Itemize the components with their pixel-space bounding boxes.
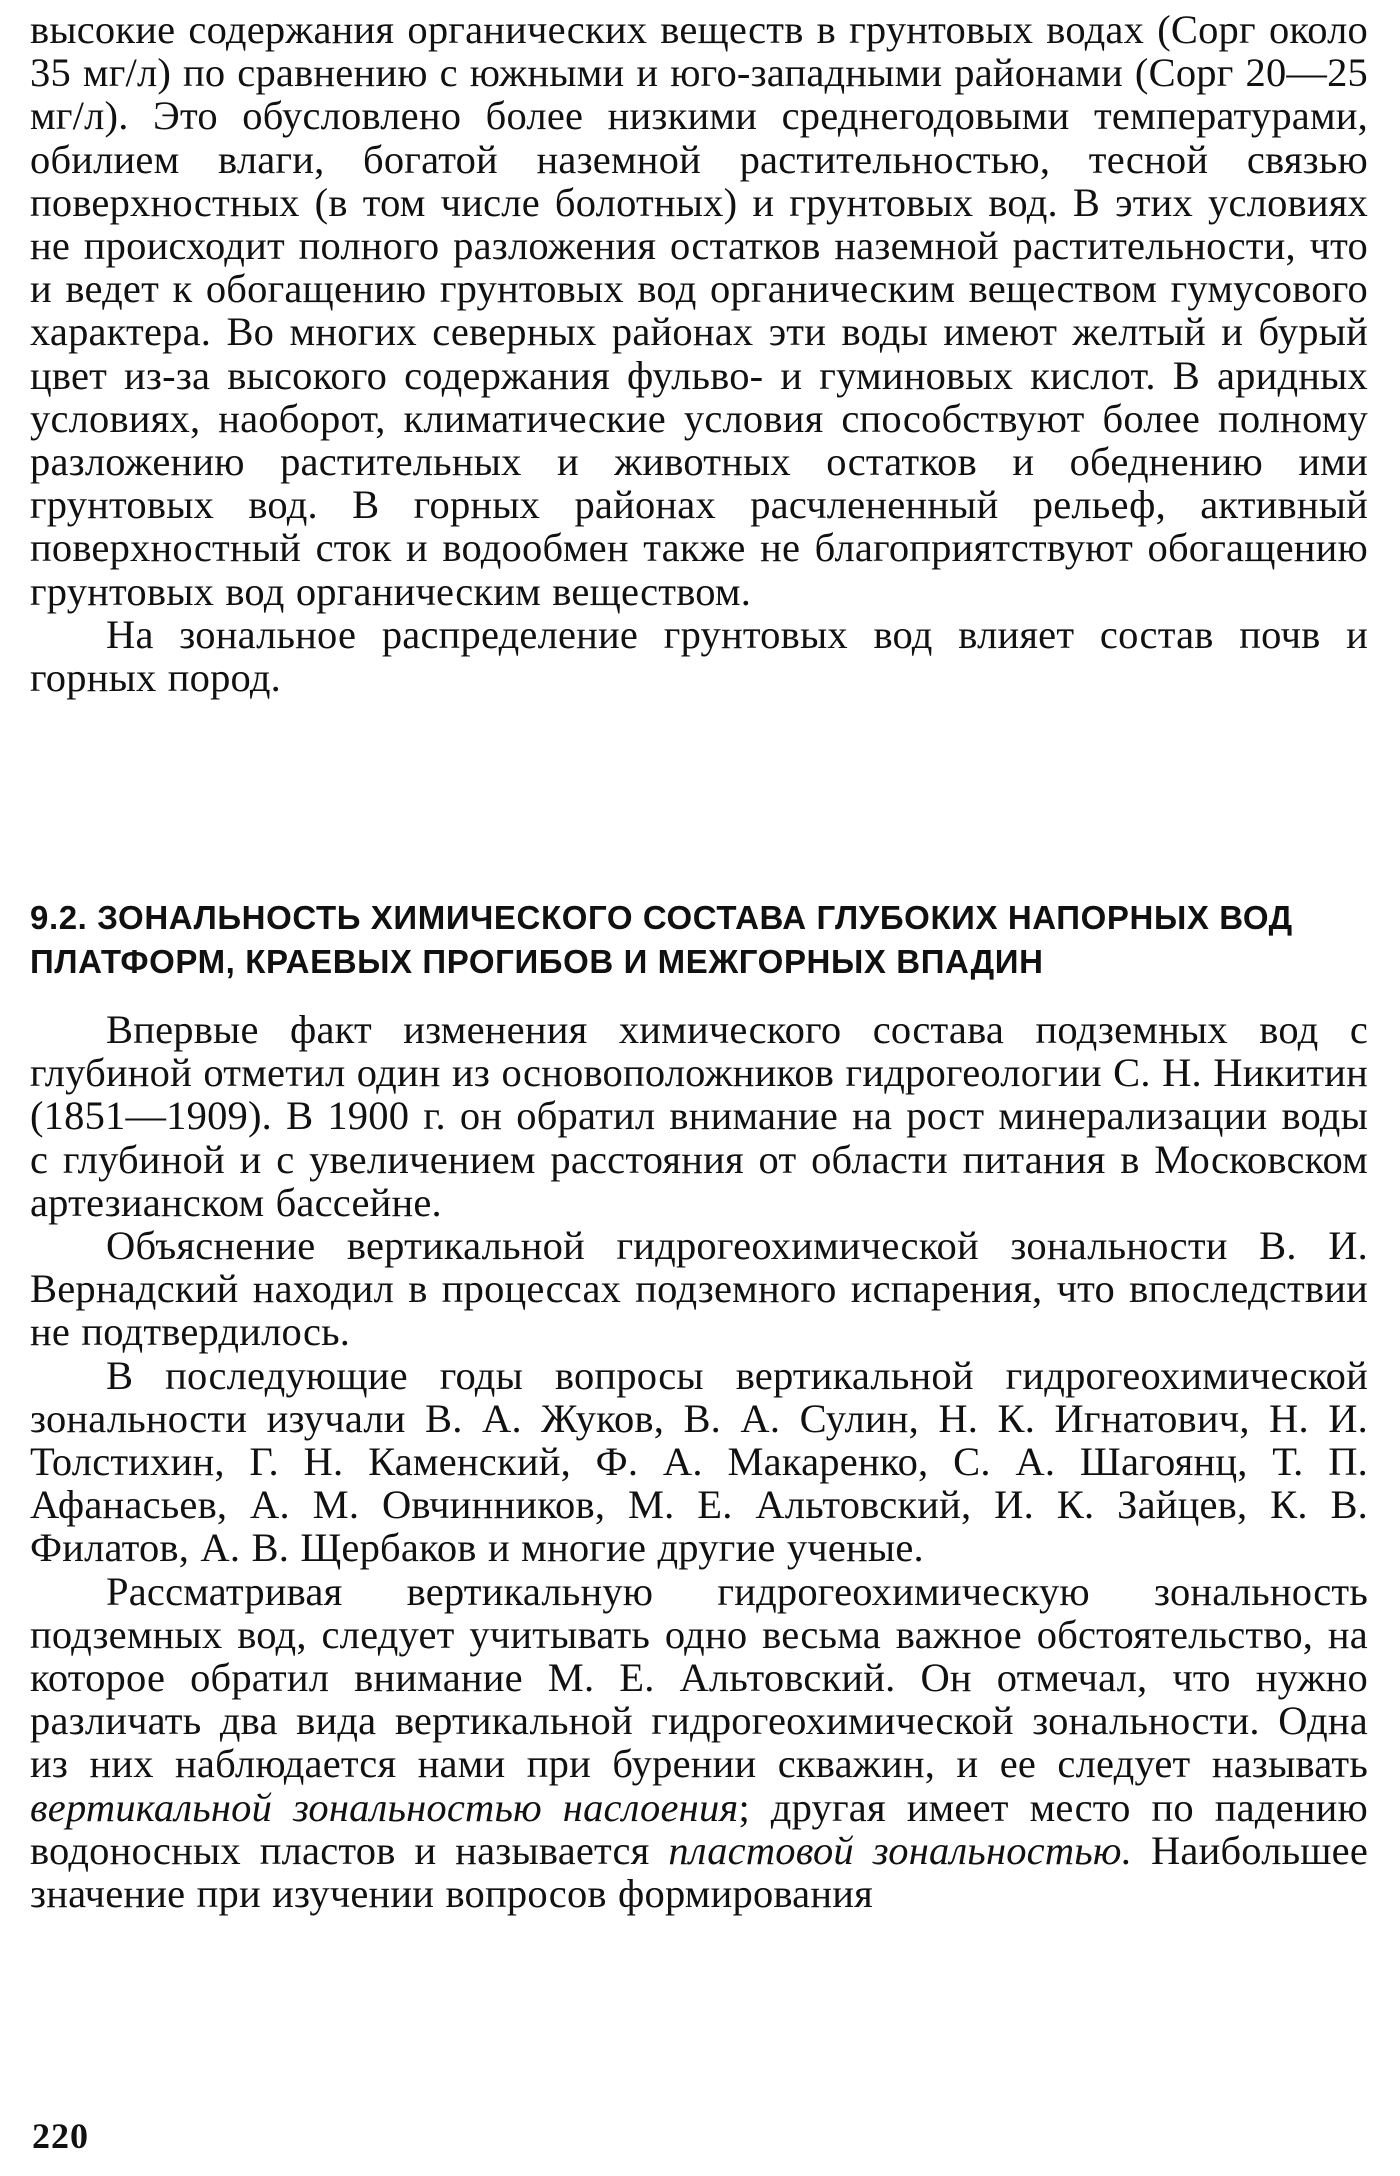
term-layer-zonality: пластовой зональностью. (668, 1827, 1133, 1873)
altovsky-text-3: Наибольшее значение при изучении вопросов формирования (30, 1827, 1369, 1917)
book-page (30, 8, 1368, 2168)
paragraph-researchers: В последующие годы вопросы вертикальной гидрогеохимической зональности изучали В. А. Жуков, В. А. Сулин, Н. К. Игнатович, Н. И. Толстихин, Г. Н. Каменский, Ф. А. Макаренко, С. А. Шагоянц, Т. П. Афанасьев, А. М. Овчинников, М. Е. Альтовский, И. К. Зайцев, К. В. Филатов, А. В. Щербаков и многие другие ученые. (30, 1352, 1368, 1571)
paragraph-vernadsky: Объяснение вертикальной гидрогеохимической зональности В. И. Вернадский находил в процессах подземного испарения, что впоследствии не подтвердилось. (30, 1223, 1368, 1355)
paragraph-nikitin: Впервые факт изменения химического состава подземных вод с глубиной отметил один из основоположников гидрогеологии С. Н. Никитин (1851—1909). В 1900 г. он обратил внимание на рост минерализации воды с глубиной и с увеличением расстояния от области питания в Московском артезианском бассейне. (30, 1007, 1368, 1225)
altovsky-text-1: Рассматривая вертикальную гидрогеохимическую зональность подземных вод, следует учитывать одно весьма важное обстоятельство, на которое обратил внимание М. Е. Альтовский. Он отмечал, что нужно различать два вида вертикальной гидрогеохимической зональности. Одна из них наблюдается нами при бурении скважин, и ее следует называть (30, 1568, 1368, 1787)
altovsky-text-2: ; другая имеет место по падению водоносных пластов и называется (30, 1784, 1368, 1873)
page-number: 220 (32, 2116, 89, 2156)
text-block-top (30, 8, 1368, 699)
paragraph-altovsky (30, 1570, 1368, 1916)
section-heading: 9.2. ЗОНАЛЬНОСТЬ ХИМИЧЕСКОГО СОСТАВА ГЛУБОКИХ НАПОРНЫХ ВОД ПЛАТФОРМ, КРАЕВЫХ ПРОГИБОВ И МЕЖГОРНЫХ ВПАДИН (30, 899, 1293, 980)
paragraph-soil-composition: На зональное распределение грунтовых вод влияет состав почв и горных пород. (30, 611, 1368, 701)
text-block-bottom (30, 1008, 1368, 1915)
paragraph-organic-matter: высокие содержания органических веществ в грунтовых водах (Cорг около 35 мг/л) по сравнению с южными и юго-западными районами (Cорг 20—25 мг/л). Это обусловлено более низкими среднегодовыми температурами, обилием влаги, богатой наземной растительностью, тесной связью поверхностных (в том числе болотных) и грунтовых вод. В этих условиях не происходит полного разложения остатков наземной растительности, что и ведет к обогащению грунтовых вод органическим веществом гумусового характера. Во многих северных районах эти воды имеют желтый и бурый цвет из-за высокого содержания фульво- и гуминовых кислот. В аридных условиях, наоборот, климатические условия способствуют более полному разложению растительных и животных остатков и обеднению ими грунтовых вод. В горных районах расчлененный рельеф, активный поверхностный сток и водообмен также не благоприятствуют обогащению грунтовых вод органическим веществом. (30, 7, 1368, 614)
term-layering-zonality: вертикальной зональностью наслоения (30, 1784, 739, 1830)
